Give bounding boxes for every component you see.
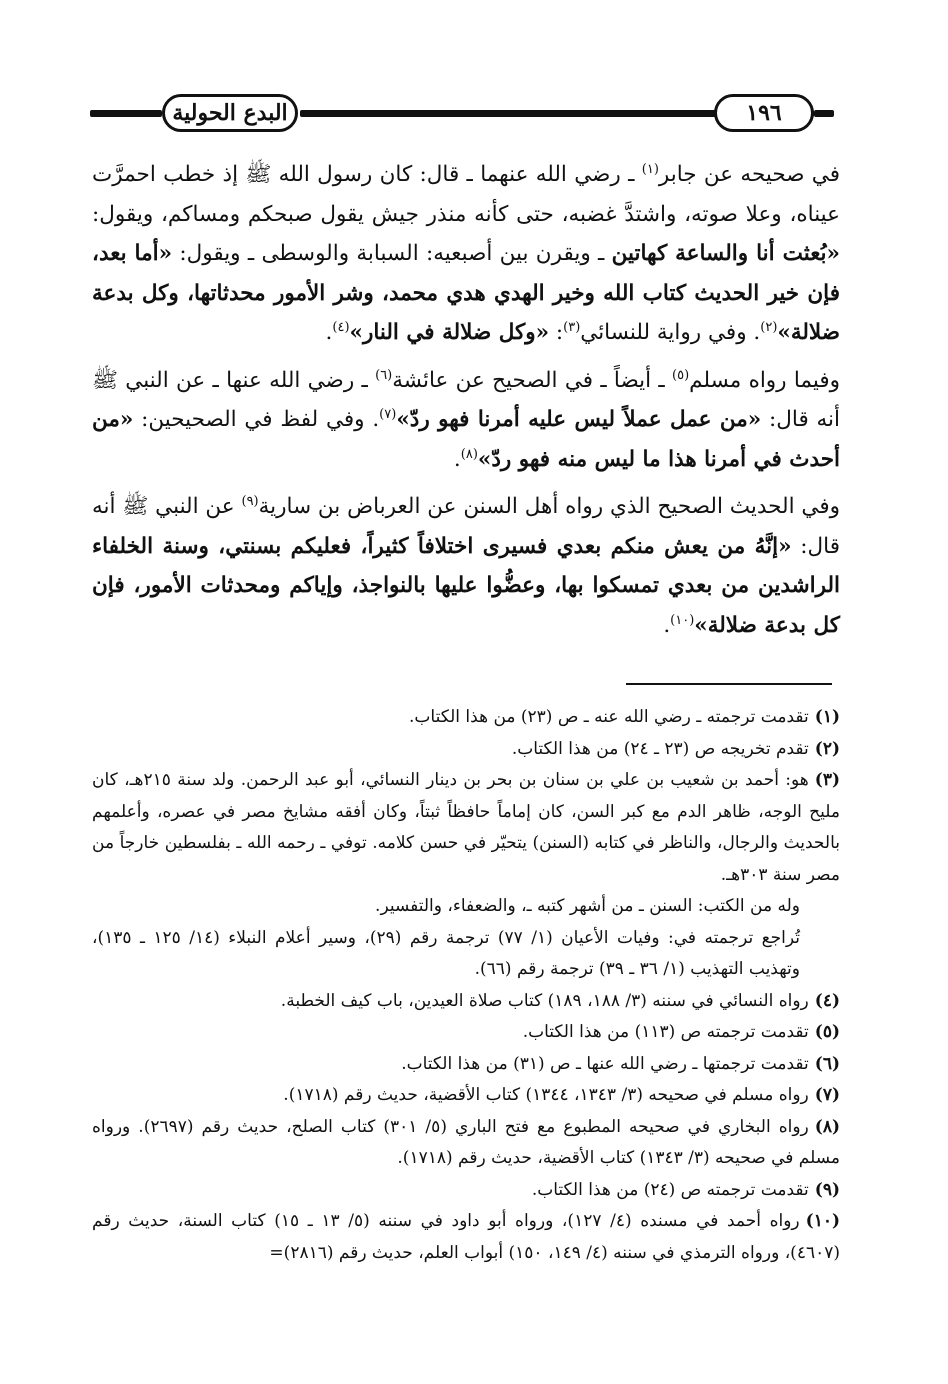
footnote-10 [92,1206,840,1269]
text: . [325,320,333,345]
footnote-ref: (٢) [760,319,778,335]
footnote-text: تقدمت ترجمته ـ رضي الله عنه ـ ص (٢٣) من هذا الكتاب. [409,707,809,727]
page-number: ١٩٦ [714,94,814,132]
text: وفيما رواه مسلم [689,367,840,393]
footnote-text: هو: أحمد بن شعيب بن علي بن سنان بن بحر بن دينار النسائي، أبو عبد الرحمن. ولد سنة ٢١٥هـ، كان مليح الوجه، ظاهر الدم مع كبر السن، كان إماماً حافظاً ثبتاً، وكان أفقه مشايخ مصر في عصره، وأعلمهم بالحديث والرجال، والناظر في كتابه (السنن) يتحيّر في حسن كلامه. توفي ـ رحمه الله ـ بفلسطين خارجاً من مصر سنة ٣٠٣هـ. [92,770,840,885]
text: . وفي رواية للنسائي [580,320,761,345]
footnote-text: تقدم تخريجه ص (٢٣ ـ ٢٤) من هذا الكتاب. [511,738,809,759]
text: . وفي لفظ في الصحيحين: [133,407,380,432]
text: ـ رضي الله عنهما ـ قال: كان رسول الله ﷺ إذ خطب احمرَّت عيناه، وعلا صوته، واشتدَّ غضبه، حتى كأنه منذر جيش يقول صبحكم ومساكم، ويقول: [92,162,840,227]
footnote-number: (٤) [814,990,840,1011]
footnote-number: (٧) [814,1085,840,1105]
footnote-ref: (٤) [332,319,350,335]
text: . [663,612,671,638]
text: ـ رضي الله عنها ـ عن النبي ﷺ أنه قال: [92,367,840,432]
footnote-number: (١) [814,707,840,727]
text: . [453,446,461,472]
footnote-number: (٢) [814,738,840,759]
footnote-number: (٥) [814,1022,840,1042]
footnote-4 [92,986,840,1018]
hadith-quote: «أما بعد، فإن خير الحديث كتاب الله وخير الهدي هدي محمد، وشر الأمور محدثاتها، وكل بدعة ضلالة» [92,241,840,345]
paragraph-3 [92,487,840,645]
footnote-8 [92,1112,840,1175]
footnote-3 [92,765,840,891]
footnote-ref: (٨) [460,446,478,462]
text: : [549,320,564,345]
footnote-text: تقدمت ترجمتها ـ رضي الله عنها ـ ص (٣١) من هذا الكتاب. [401,1053,809,1074]
footnote-7 [92,1080,840,1112]
page-header [90,92,834,140]
hadith-quote: «وكل ضلالة في النار» [349,320,550,345]
text: ـ ويقرن بين أصبعيه: السبابة والوسطى ـ ويقول: [172,241,612,266]
footnote-ref: (٦) [375,367,393,383]
footnote-ref: (٥) [672,367,690,383]
footnote-9 [92,1175,840,1207]
footnote-ref: (٧) [379,406,397,422]
footnote-1 [92,702,840,734]
text: وفي الحديث الصحيح الذي رواه أهل السنن عن العرباض بن سارية [258,494,840,519]
main-text [92,155,840,645]
footnote-number: (٦) [814,1053,840,1074]
footnote-text: رواه مسلم في صحيحه (٣/ ١٣٤٣، ١٣٤٤) كتاب الأقضية، حديث رقم (١٧١٨). [283,1085,809,1105]
footnote-ref: (١) [641,161,659,177]
hadith-quote: «بُعثت أنا والساعة كهاتين [611,241,840,266]
footnote-number: (٩) [814,1179,840,1200]
footnotes [92,702,840,1269]
footnote-ref: (٣) [563,319,581,335]
footnote-text: رواه البخاري في صحيحه المطبوع مع فتح الباري (٥/ ٣٠١) كتاب الصلح، حديث رقم (٢٦٩٧). ورواه مسلم في صحيحه (٣/ ١٣٤٣) كتاب الأقضية، حديث رقم (١٧١٨). [92,1116,840,1168]
footnote-text: تقدمت ترجمته ص (٢٤) من هذا الكتاب. [531,1179,809,1200]
footnote-number: (٣) [814,770,841,790]
footnote-number: (١٠) [805,1211,840,1231]
text: ـ أيضاً ـ في الصحيح عن عائشة [392,367,672,393]
footnote-separator [626,683,832,685]
hadith-quote: «إنَّهُ من يعش منكم بعدي فسيرى اختلافاً كثيراً، فعليكم بسنتي، وسنة الخلفاء الراشدين من بعدي تمسكوا بها، وعضُّوا عليها بالنواجذ، وإياكم ومحدثات الأمور، فإن كل بدعة ضلالة» [92,533,840,638]
footnote-text: رواه أحمد في مسنده (٤/ ١٢٧)، ورواه أبو داود في سننه (٥/ ١٣ ـ ١٥) كتاب السنة، حديث رقم (٤٦٠٧)، ورواه الترمذي في سننه (٤/ ١٤٩، ١٥٠) أبواب العلم، حديث رقم (٢٨١٦)= [92,1211,840,1263]
hadith-quote: «من عمل عملاً ليس عليه أمرنا فهو ردّ» [396,407,762,432]
footnote-3-refs: تُراجع ترجمته في: وفيات الأعيان (١/ ٧٧) ترجمة رقم (٢٩)، وسير أعلام النبلاء (١٤/ ١٢٥ ـ ١٣٥)، وتهذيب التهذيب (١/ ٣٦ ـ ٣٩) ترجمة رقم (٦٦). [92,927,800,979]
footnote-6 [92,1049,840,1081]
text: في صحيحه عن جابر [658,162,840,187]
footnote-3-books: وله من الكتب: السنن ـ من أشهر كتبه ـ، والضعفاء، والتفسير. [375,896,800,916]
footnote-ref: (٩) [241,493,259,509]
footnote-number: (٨) [814,1116,841,1137]
header-rule-right [814,110,834,117]
text: عن النبي ﷺ أنه قال: [92,494,841,559]
hadith-quote: «من أحدث في أمرنا هذا ما ليس منه فهو ردّ» [92,407,840,472]
header-rule-left [90,110,162,117]
footnote-text: رواه النسائي في سننه (٣/ ١٨٨، ١٨٩) كتاب صلاة العيدين، باب كيف الخطبة. [280,990,809,1011]
footnote-ref: (١٠) [670,612,695,628]
footnote-text: تقدمت ترجمته ص (١١٣) من هذا الكتاب. [522,1022,809,1042]
running-title: البدع الحولية [162,94,298,132]
paragraph-2 [92,361,840,480]
footnote-5 [92,1017,840,1049]
footnote-2 [92,734,840,766]
paragraph-1 [92,155,840,353]
